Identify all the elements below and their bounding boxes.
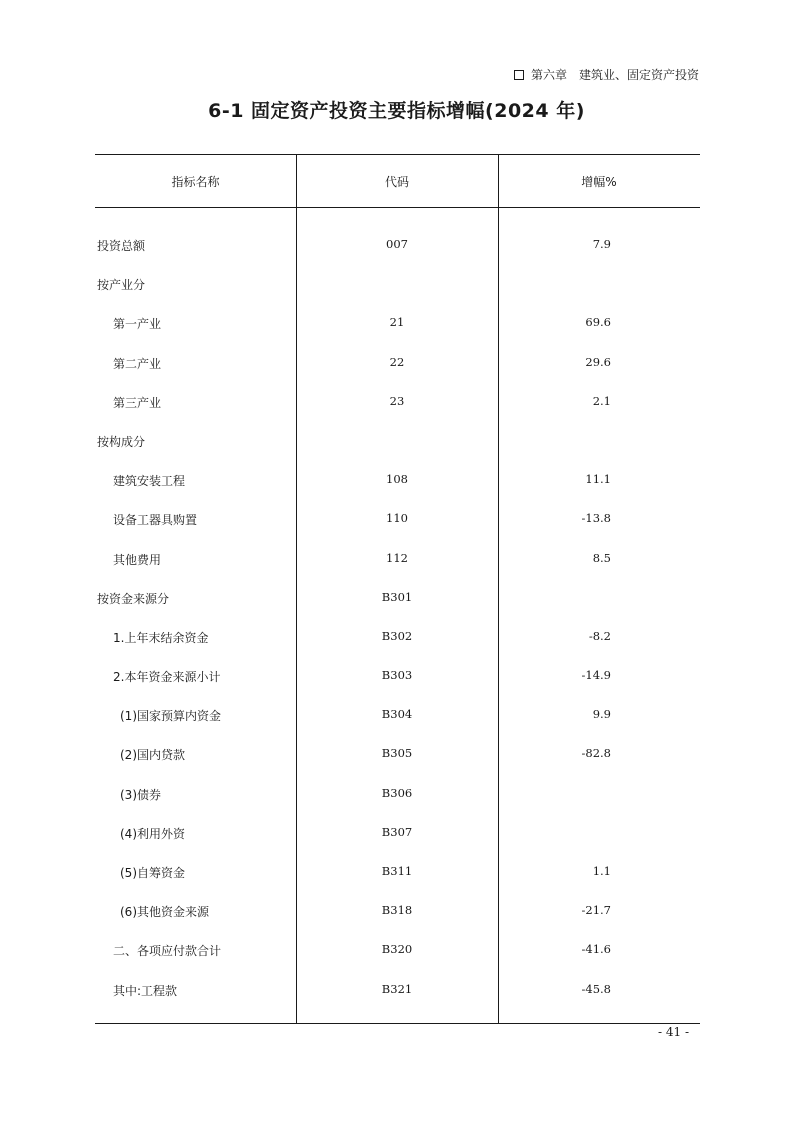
table-body — [95, 227, 700, 1011]
table-row — [95, 580, 700, 619]
chapter-label: 第六章 — [530, 68, 567, 82]
table-row — [95, 462, 700, 501]
row-indicator-name: 设备工器具购置 — [113, 513, 198, 528]
row-indicator-name: 按资金来源分 — [97, 591, 170, 606]
table-row — [95, 893, 700, 932]
table-row — [95, 305, 700, 344]
row-growth-value: -21.7 — [581, 903, 611, 918]
row-growth-value: 69.6 — [585, 315, 611, 330]
row-growth-value: -41.6 — [581, 942, 611, 957]
row-indicator-name: 其中:工程款 — [113, 983, 178, 998]
row-indicator-name: (3)债券 — [120, 787, 161, 802]
checkbox-square-icon — [514, 70, 524, 80]
row-growth-value: -8.2 — [588, 628, 611, 643]
row-indicator-name: (1)国家预算内资金 — [120, 709, 221, 724]
row-code: 108 — [386, 472, 408, 487]
row-code: 21 — [389, 315, 405, 330]
table-row — [95, 815, 700, 854]
row-code: B307 — [381, 824, 413, 839]
row-indicator-name: 第二产业 — [113, 356, 162, 371]
row-growth-value: -82.8 — [581, 746, 611, 761]
row-growth-value: 2.1 — [592, 393, 611, 408]
table-row — [95, 227, 700, 266]
header-code: 代码 — [384, 175, 409, 189]
row-growth-value: -45.8 — [581, 981, 611, 996]
table-row — [95, 619, 700, 658]
row-code: B303 — [381, 668, 413, 683]
row-indicator-name: 二、各项应付款合计 — [113, 944, 222, 959]
table-row — [95, 266, 700, 305]
row-code: B305 — [381, 746, 413, 761]
row-code: B304 — [381, 707, 413, 722]
row-growth-value: 7.9 — [592, 237, 611, 251]
row-code: B302 — [381, 628, 413, 643]
table-row — [95, 541, 700, 580]
row-growth-value: -13.8 — [581, 511, 611, 526]
row-indicator-name: 2.本年资金来源小计 — [113, 670, 221, 685]
row-code: B306 — [381, 785, 413, 800]
row-indicator-name: 投资总额 — [97, 239, 146, 253]
row-indicator-name: 第三产业 — [113, 395, 162, 410]
row-growth-value: 1.1 — [592, 864, 611, 878]
table-bottom-rule — [95, 1023, 700, 1024]
row-indicator-name: 按产业分 — [97, 278, 146, 293]
row-code: 22 — [389, 354, 405, 369]
row-indicator-name: 按构成分 — [97, 434, 146, 449]
table-row — [95, 501, 700, 540]
row-code: B311 — [381, 864, 413, 878]
row-indicator-name: (2)国内贷款 — [120, 748, 185, 763]
header-indicator-name: 指标名称 — [171, 175, 220, 189]
section-label: 建筑业、固定资产投资 — [578, 68, 699, 82]
table-row — [95, 697, 700, 736]
row-indicator-name: (6)其他资金来源 — [120, 905, 209, 920]
table-row — [95, 854, 700, 893]
row-code: 112 — [386, 550, 408, 565]
row-indicator-name: (4)利用外资 — [120, 826, 185, 841]
row-indicator-name: 1.上年末结余资金 — [113, 630, 209, 645]
row-growth-value: 11.1 — [585, 472, 611, 487]
table-row — [95, 658, 700, 697]
row-code: B301 — [381, 589, 413, 604]
table-header-rule — [95, 207, 700, 208]
row-growth-value: -14.9 — [581, 668, 611, 683]
header-growth: 增幅% — [581, 175, 617, 189]
row-indicator-name: 建筑安装工程 — [113, 474, 186, 489]
table-row — [95, 345, 700, 384]
page-title: 6-1 固定资产投资主要指标增幅(2024 年) — [208, 100, 585, 122]
row-code: B321 — [381, 981, 413, 996]
row-growth-value: 9.9 — [592, 707, 611, 722]
table-top-rule — [95, 154, 700, 155]
row-code: 007 — [386, 237, 408, 251]
row-code: 23 — [389, 393, 405, 408]
table-row — [95, 932, 700, 971]
row-code: B320 — [381, 942, 413, 957]
table-row — [95, 736, 700, 775]
row-indicator-name: 其他费用 — [113, 552, 162, 567]
row-indicator-name: (5)自筹资金 — [120, 866, 185, 880]
row-growth-value: 8.5 — [592, 550, 611, 565]
table-row — [95, 423, 700, 462]
row-code: B318 — [381, 903, 413, 918]
page-number: - 41 - — [657, 1025, 689, 1039]
running-head — [514, 66, 699, 83]
table-row — [95, 776, 700, 815]
row-code: 110 — [386, 511, 408, 526]
row-growth-value: 29.6 — [585, 354, 611, 369]
row-indicator-name: 第一产业 — [113, 317, 162, 332]
table-row — [95, 972, 700, 1011]
table-row — [95, 384, 700, 423]
